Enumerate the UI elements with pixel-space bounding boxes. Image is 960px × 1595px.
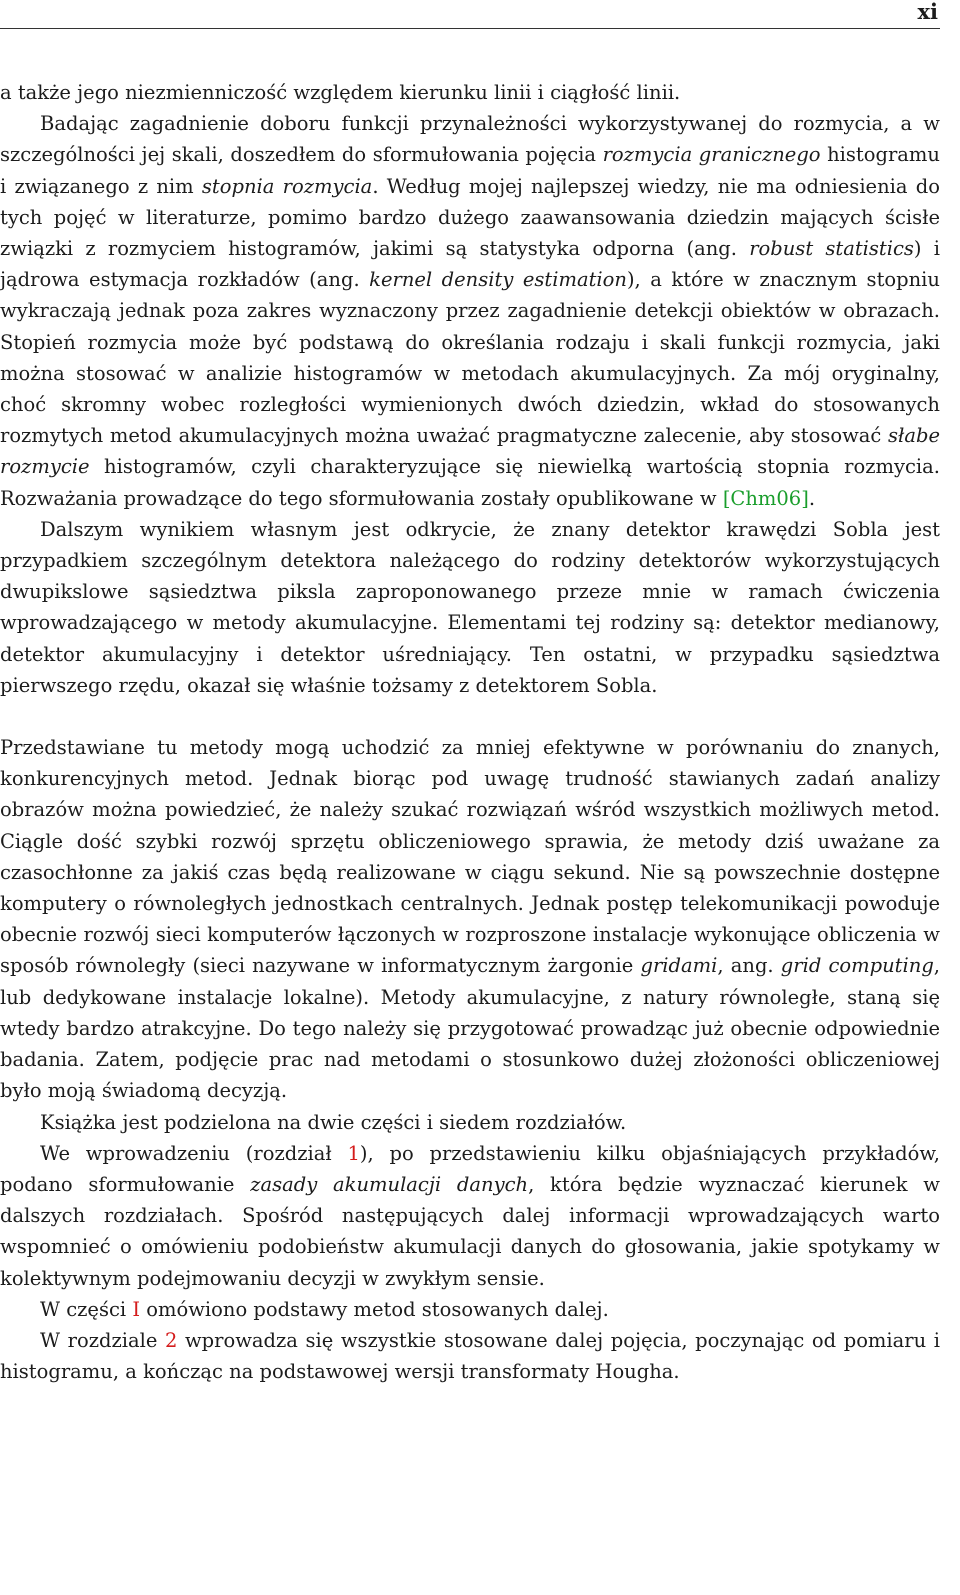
text-run: Przedstawiane tu metody mogą uchodzić za mniej efektywne w porównaniu do znanych, konkurencyjnych metod. Jednak biorąc pod uwagę trudność stawianych zadań analizy obrazów można powiedzieć, że należy szukać rozwiązań wśród wszystkich możliwych metod. Ciągle dość szybki rozwój sprzętu obliczeniowego sprawia, że metody dziś uważane za czasochłonne za jakiś czas będą realizowane w ciągu sekund. Nie są powszechnie dostępne komputery o równoległych jednostkach centralnych. Jednak postęp telekomunikacji powoduje obecnie rozwój sieci komputerów łączonych w rozproszone instalacje wykonujące obliczenia w sposób równoległy (sieci nazywane w informatycznym żargonie (0, 736, 940, 978)
page-number: xi (917, 0, 938, 24)
paragraph-1 (0, 77, 940, 108)
text-run: ), po przedstawieniu kilku objaśniających przykładów, podano sformułowanie (0, 1141, 940, 1196)
paragraph-3 (0, 514, 940, 701)
text-run: Książka jest podzielona na dwie części i siedem rozdziałów. (40, 1110, 627, 1134)
body-text (0, 77, 940, 1387)
paragraph-2 (0, 108, 940, 514)
text-run: We wprowadzeniu (rozdział (40, 1141, 348, 1165)
text-run: histogramów, czyli charakteryzujące się niewielką wartością stopnia rozmycia. Rozważania prowadzące do tego sformułowania zostały opublikowane w (0, 455, 940, 510)
paragraph-7 (0, 1294, 940, 1325)
emphasis: gridami (640, 954, 718, 978)
text-run: . (808, 486, 816, 510)
emphasis: kernel density estimation (369, 268, 627, 292)
text-run: a także jego niezmienniczość względem kierunku linii i ciągłość linii. (0, 81, 681, 104)
text-run: omówiono podstawy metod stosowanych dalej. (140, 1297, 609, 1321)
paragraph-8 (0, 1325, 940, 1387)
emphasis: rozmycia granicznego (602, 143, 821, 167)
text-run: . Według mojej najlepszej wiedzy, nie ma odniesienia do tych pojęć w literaturze, pomimo bardzo dużego zaawansowania dziedzin mających ścisłe związki z rozmyciem histogramów, jakimi są statystyka odporna (ang. (0, 174, 941, 261)
text-run: Dalszym wynikiem własnym jest odkrycie, że znany detektor krawędzi Sobla jest przypadkiem szczególnym detektora należącego do rodziny detektorów wykorzystujących dwupikslowe sąsiedztwa piksla zaproponowanego przeze mnie w ramach ćwiczenia wprowadzającego w metody akumulacyjne. Elementami tej rodziny są: detektor medianowy, detektor akumulacyjny i detektor uśredniający. Ten ostatni, w przypadku sąsiedztwa pierwszego rzędu, okazał się właśnie tożsamy z detektorem Sobla. (0, 517, 940, 697)
text-run: , która będzie wyznaczać kierunek w dalszych rozdziałach. Spośród następujących dalej informacji wprowadzających warto wspomnieć o omówieniu podobieństw akumulacji danych do głosowania, jakie spotykamy w kolektywnym podejmowaniu decyzji w zwykłym sensie. (0, 1172, 940, 1290)
text-run: W rozdziale (40, 1328, 165, 1352)
part-link[interactable]: I (132, 1297, 141, 1321)
emphasis: stopnia rozmycia (201, 174, 373, 198)
emphasis: robust statistics (749, 237, 914, 261)
citation-link[interactable]: [Chm06] (722, 486, 809, 510)
emphasis: zasady akumulacji danych (250, 1172, 529, 1196)
text-run: , lub dedykowane instalacje lokalne). Metody akumulacyjne, z natury równoległe, staną się wtedy bardzo atrakcyjne. Do tego należy się przygotować prowadząc już obecnie odpowiednie badania. Zatem, podjęcie prac nad metodami o stosunkowo dużej złożoności obliczeniowej było moją świadomą decyzją. (0, 954, 940, 1103)
text-run: histogramu i związanego z nim (0, 143, 940, 198)
text-run: ) i jądrowa estymacja rozkładów (ang. (0, 237, 940, 292)
paragraph-5 (0, 1107, 940, 1138)
paragraph-4 (0, 732, 940, 1106)
emphasis: grid computing (780, 954, 934, 978)
chapter-link[interactable]: 2 (164, 1328, 178, 1352)
page-header (0, 0, 960, 30)
chapter-link[interactable]: 1 (347, 1141, 360, 1165)
text-run: ), a które w znacznym stopniu wykraczają jednak poza zakres wyznaczony przez zagadnienie detekcji obiektów w obrazach. Stopień rozmycia może być podstawą do określania rodzaju i skali funkcji rozmycia, jaki można stosować w analizie histogramów w metodach akumulacyjnych. Za mój oryginalny, choć skromny wobec rozległości wymienionych dwóch dziedzin, wkład do stosowanych rozmytych metod akumulacyjnych można uważać pragmatyczne zalecenie, aby stosować (0, 268, 940, 448)
emphasis: słabe rozmycie (0, 424, 940, 479)
header-rule (0, 28, 940, 29)
text-run: W części (40, 1297, 133, 1321)
text-run: , ang. (717, 954, 781, 978)
text-run: wprowadza się wszystkie stosowane dalej pojęcia, poczynając od pomiaru i histogramu, a kończąc na podstawowej wersji transformaty Hougha. (0, 1328, 940, 1384)
paragraph-6 (0, 1138, 940, 1294)
text-run: Badając zagadnienie doboru funkcji przynależności wykorzystywanej do rozmycia, a w szczególności jej skali, doszedłem do sformułowania pojęcia (0, 112, 940, 167)
